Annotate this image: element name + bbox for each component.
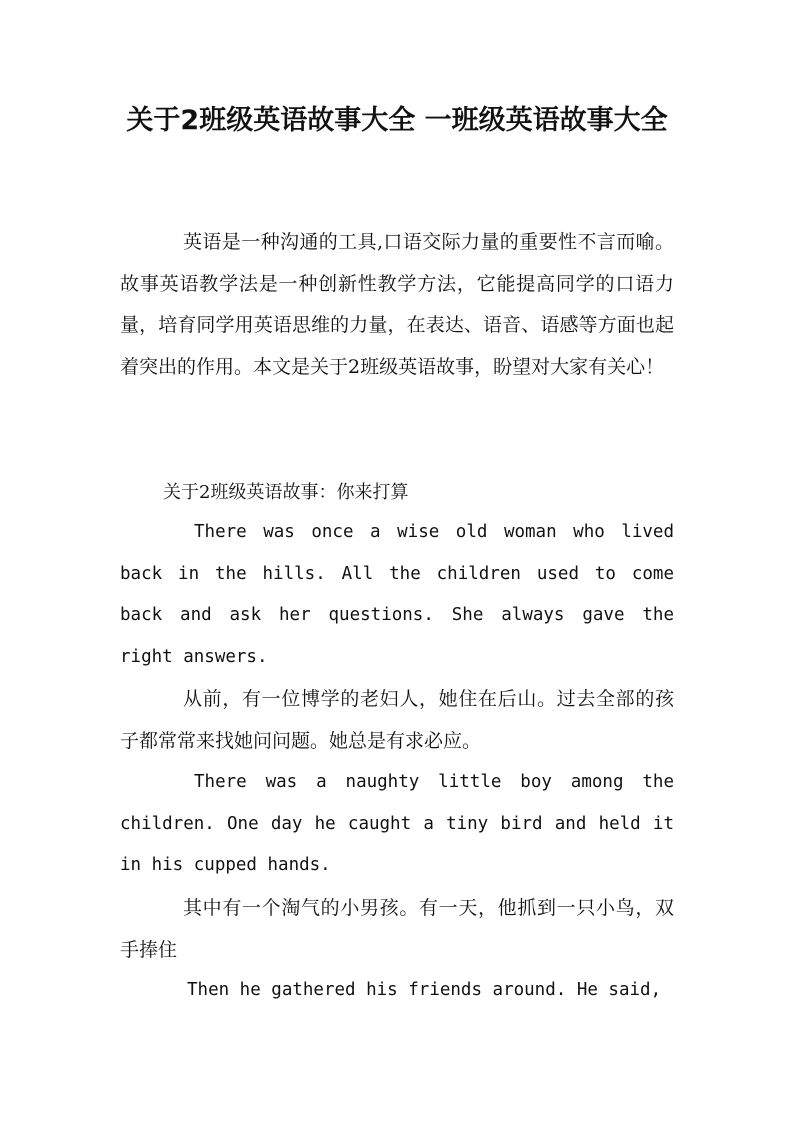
story-paragraph-en-3: Then he gathered his friends around. He said, — [187, 980, 662, 1000]
document-title: 关于2班级英语故事大全 一班级英语故事大全 — [126, 105, 668, 136]
story-paragraph-cn-2: 其中有一个淘气的小男孩。有一天，他抓到一只小鸟，双手捧住 — [120, 897, 674, 961]
story-heading: 关于2班级英语故事：你来打算 — [163, 482, 409, 503]
story-paragraph-cn-1: 从前，有一位博学的老妇人，她住在后山。过去全部的孩子都常常来找她问问题。她总是有求必应。 — [120, 688, 674, 752]
story-paragraph-en-1: There was once a wise old woman who lived back in the hills. All the children used to come back and ask her questions. She always gave the right answers. — [120, 522, 674, 667]
intro-paragraph: 英语是一种沟通的工具,口语交际力量的重要性不言而喻。故事英语教学法是一种创新性教学方法，它能提高同学的口语力量，培育同学用英语思维的力量，在表达、语音、语感等方面也起着突出的作用。本文是关于2班级英语故事，盼望对大家有关心！ — [120, 231, 674, 378]
story-paragraph-en-2: There was a naughty little boy among the children. One day he caught a tiny bird and held it in his cupped hands. — [120, 772, 674, 875]
